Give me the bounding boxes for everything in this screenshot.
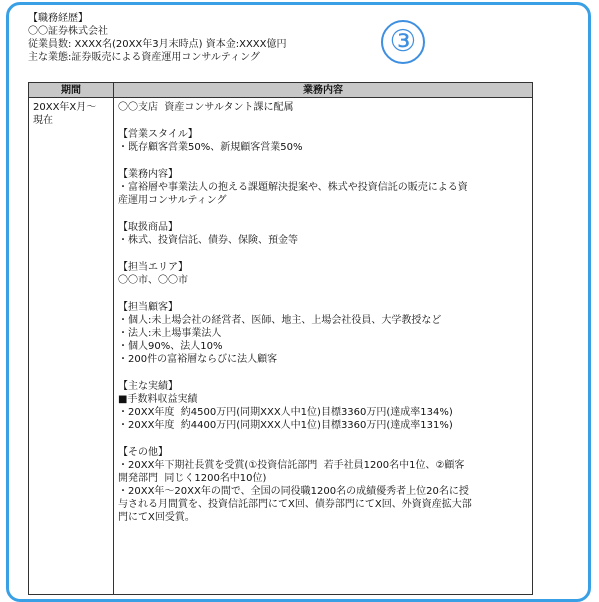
content-line: 門にてX回受賞。: [118, 512, 195, 523]
content-line: 【担当顧客】: [118, 302, 178, 313]
period-cell: [29, 98, 114, 595]
content-section: [118, 168, 528, 207]
content-body: [118, 101, 528, 591]
content-line: 【主な実績】: [118, 381, 178, 392]
content-section: [118, 128, 528, 154]
career-table: [28, 82, 533, 595]
career-header: [28, 12, 548, 64]
content-line: 開発部門 同じく1200名中10位): [118, 473, 267, 484]
content-line: ・法人:未上場事業法人: [118, 328, 222, 339]
content-line: ・株式、投資信託、債券、保険、預金等: [118, 235, 298, 246]
step-number-badge: ③: [381, 20, 425, 64]
period-line: 20XX年X月〜: [33, 102, 97, 113]
content-line: 〇〇支店 資産コンサルタント課に配属: [118, 102, 294, 113]
company-business: 主な業態:証券販売による資産運用コンサルティング: [28, 52, 260, 63]
content-section: [118, 380, 528, 432]
content-line: ・個人90%、法人10%: [118, 341, 223, 352]
table-row: [29, 98, 533, 595]
content-line: ・20XX年度 約4500万円(同期XXX人中1位)目標3360万円(達成率134%): [118, 407, 453, 418]
content-line: 【その他】: [118, 447, 168, 458]
content-line: ・20XX年下期社長賞を受賞(①投資信託部門 若手社員1200名中1位、②顧客: [118, 460, 465, 471]
content-cell: [114, 98, 533, 595]
content-line: ・富裕層や事業法人の抱える課題解決提案や、株式や投資信託の販売による資: [118, 182, 468, 193]
content-line: ・200件の富裕層ならびに法人顧客: [118, 354, 278, 365]
company-employees: 従業員数: XXXX名(20XX年3月末時点) 資本金:XXXX億円: [28, 39, 287, 50]
content-section: [118, 446, 528, 524]
content-line: ・20XX年〜20XX年の間で、全国の同役職1200名の成績優秀者上位20名に授: [118, 486, 469, 497]
content-line: 【取扱商品】: [118, 222, 178, 233]
content-line: 【担当エリア】: [118, 262, 188, 273]
content-line: 与される月間賞を、投資信託部門にてX回、債券部門にてX回、外資資産拡大部: [118, 499, 472, 510]
content-line: 〇〇市、〇〇市: [118, 275, 188, 286]
content-section: [118, 221, 528, 247]
table-header-row: [29, 83, 533, 98]
section-title: 【職務経歴】: [28, 13, 88, 24]
content-section: [118, 261, 528, 287]
content-section: [118, 101, 528, 114]
content-line: 産運用コンサルティング: [118, 195, 227, 206]
content-line: ・20XX年度 約4400万円(同期XXX人中1位)目標3360万円(達成率131%): [118, 420, 453, 431]
period-line: 現在: [33, 115, 53, 126]
company-name: 〇〇証券株式会社: [28, 26, 108, 37]
column-header-period: 期間: [29, 83, 114, 98]
content-line: 【業務内容】: [118, 169, 178, 180]
content-line: 【営業スタイル】: [118, 129, 198, 140]
content-line: ・既存顧客営業50%、新規顧客営業50%: [118, 142, 303, 153]
content-line: ■手数料収益実績: [118, 394, 198, 405]
resume-document: [28, 12, 548, 523]
column-header-content: 業務内容: [114, 83, 533, 98]
content-section: [118, 301, 528, 366]
content-line: ・個人:未上場会社の経営者、医師、地主、上場会社役員、大学教授など: [118, 315, 442, 326]
